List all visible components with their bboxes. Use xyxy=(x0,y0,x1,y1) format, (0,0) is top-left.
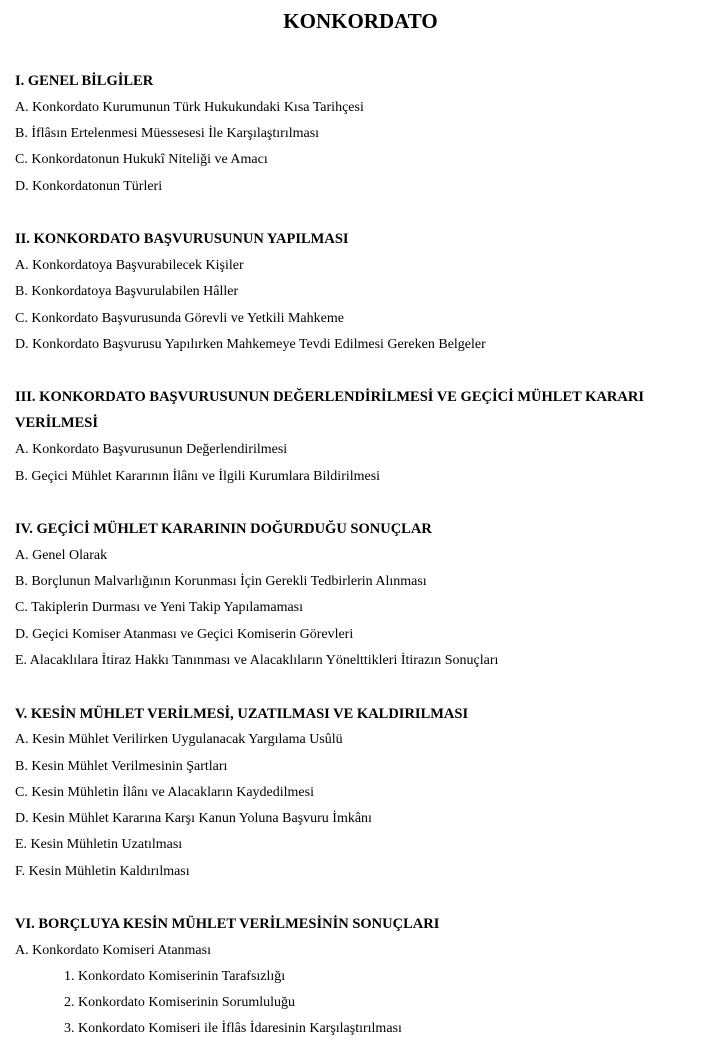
section-heading-6: VI. BORÇLUYA KESİN MÜHLET VERİLMESİNİN SONUÇLARI xyxy=(15,916,440,932)
section-heading-2: II. KONKORDATO BAŞVURUSUNUN YAPILMASI xyxy=(15,231,349,247)
list-item: C. Konkordatonun Hukukî Niteliği ve Amacı xyxy=(15,152,268,167)
list-item: A. Genel Olarak xyxy=(15,548,108,563)
sub-list-item: 2. Konkordato Komiserinin Sorumluluğu xyxy=(64,995,295,1010)
section-heading-1: I. GENEL BİLGİLER xyxy=(15,73,154,89)
list-item: D. Konkordatonun Türleri xyxy=(15,179,163,194)
list-item: B. Geçici Mühlet Kararının İlânı ve İlgili Kurumlara Bildirilmesi xyxy=(15,469,381,484)
document-title: KONKORDATO xyxy=(283,9,438,33)
list-item: D. Konkordato Başvurusu Yapılırken Mahkemeye Tevdi Edilmesi Gereken Belgeler xyxy=(15,337,486,352)
list-item: C. Kesin Mühletin İlânı ve Alacakların Kaydedilmesi xyxy=(15,785,314,800)
list-item: A. Kesin Mühlet Verilirken Uygulanacak Yargılama Usûlü xyxy=(15,732,343,747)
list-item: A. Konkordato Başvurusunun Değerlendirilmesi xyxy=(15,442,288,457)
list-item: B. İflâsın Ertelenmesi Müessesesi İle Karşılaştırılması xyxy=(15,126,320,141)
list-item: C. Konkordato Başvurusunda Görevli ve Yetkili Mahkeme xyxy=(15,311,344,326)
section-heading-3: III. KONKORDATO BAŞVURUSUNUN DEĞERLENDİRİLMESİ VE GEÇİCİ MÜHLET KARARI VERİLMESİ xyxy=(15,389,644,432)
list-item: A. Konkordatoya Başvurabilecek Kişiler xyxy=(15,258,244,273)
section-heading-5: V. KESİN MÜHLET VERİLMESİ, UZATILMASI VE KALDIRILMASI xyxy=(15,706,469,722)
list-item: E. Kesin Mühletin Uzatılması xyxy=(15,837,183,852)
list-item: C. Takiplerin Durması ve Yeni Takip Yapılamaması xyxy=(15,600,304,615)
list-item: B. Kesin Mühlet Verilmesinin Şartları xyxy=(15,759,228,774)
list-item: F. Kesin Mühletin Kaldırılması xyxy=(15,864,190,879)
sub-list-item: 3. Konkordato Komiseri ile İflâs İdaresinin Karşılaştırılması xyxy=(64,1021,402,1036)
list-item: E. Alacaklılara İtiraz Hakkı Tanınması ve Alacaklıların Yönelttikleri İtirazın Sonuçları xyxy=(15,653,499,668)
list-item: D. Geçici Komiser Atanması ve Geçici Komiserin Görevleri xyxy=(15,627,354,642)
section-heading-4: IV. GEÇİCİ MÜHLET KARARININ DOĞURDUĞU SONUÇLAR xyxy=(15,521,432,537)
list-item: B. Borçlunun Malvarlığının Korunması İçin Gerekli Tedbirlerin Alınması xyxy=(15,574,427,589)
list-item: A. Konkordato Komiseri Atanması xyxy=(15,943,211,958)
list-item: B. Konkordatoya Başvurulabilen Hâller xyxy=(15,284,239,299)
sub-list-item: 1. Konkordato Komiserinin Tarafsızlığı xyxy=(64,969,286,984)
list-item: A. Konkordato Kurumunun Türk Hukukundaki Kısa Tarihçesi xyxy=(15,100,364,115)
list-item: D. Kesin Mühlet Kararına Karşı Kanun Yoluna Başvuru İmkânı xyxy=(15,811,372,826)
